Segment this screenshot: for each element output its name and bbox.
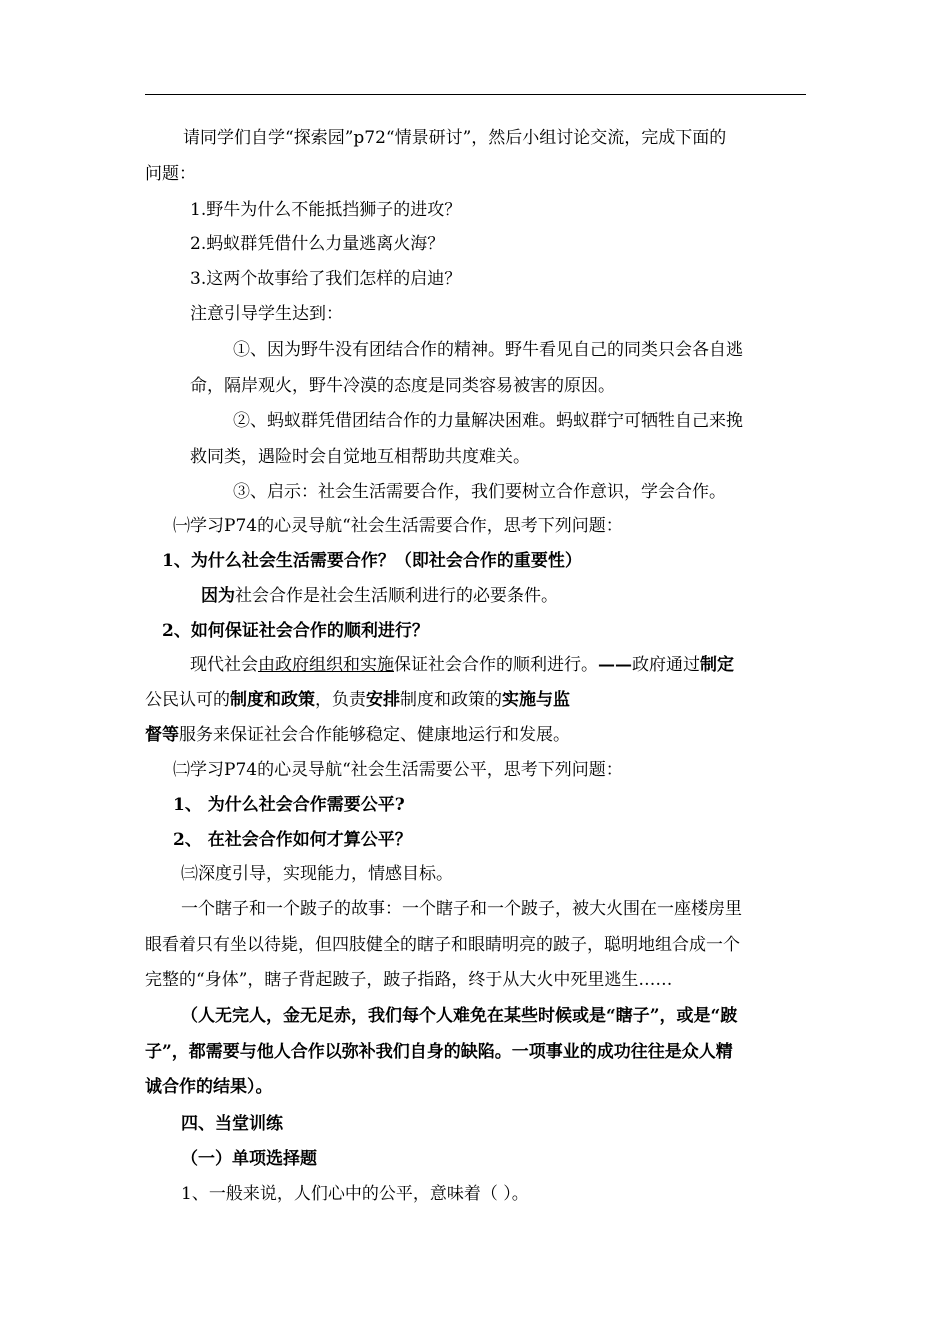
point-3: ③、启示：社会生活需要合作，我们要树立合作意识，学会合作。 (233, 482, 726, 502)
point-2-line-1: ②、蚂蚁群凭借团结合作的力量解决困难。蚂蚁群宁可牺牲自己来挽 (233, 411, 743, 431)
answer-2-seg: 保证社会合作的顺利进行。 (394, 655, 598, 675)
section-2-question-1: 1、 为什么社会合作需要公平? (173, 795, 405, 815)
story-line-2: 眼看着只有坐以待毙，但四肢健全的瞎子和眼睛明亮的跛子，聪明地组合成一个 (145, 935, 740, 955)
header-rule (145, 94, 806, 95)
story-line-3: 完整的“身体”，瞎子背起跛子，跛子指路，终于从大火中死里逃生…… (145, 970, 673, 990)
answer-2-seg: 公民认可的 (145, 690, 230, 710)
section-1-question-2: 2、如何保证社会合作的顺利进行？ (162, 621, 429, 641)
section-2-title: ㈡学习P74的心灵导航“社会生活需要公平，思考下列问题： (173, 760, 623, 780)
answer-2-line-2 (145, 689, 570, 711)
answer-2-bold: 制度和政策 (230, 690, 315, 710)
answer-2-seg: 服务来保证社会合作能够稳定、健康地运行和发展。 (179, 725, 570, 745)
answer-2-bold: 督等 (145, 725, 179, 745)
moral-line-1: （人无完人，金无足赤，我们每个人难免在某些时候或是“瞎子”，或是“跛 (181, 1006, 738, 1026)
answer-1-text: 社会合作是社会生活顺利进行的必要条件。 (235, 586, 558, 606)
question-2: 2.蚂蚁群凭借什么力量逃离火海？ (190, 234, 445, 254)
section-4-title: 四、当堂训练 (181, 1114, 283, 1134)
section-2-question-2: 2、 在社会合作如何才算公平？ (173, 830, 412, 850)
answer-2-bold: 实施与监 (502, 690, 570, 710)
answer-2-seg: 制度和政策的 (400, 690, 502, 710)
answer-2-line-3 (145, 724, 570, 746)
section-3-title: ㈢深度引导，实现能力，情感目标。 (181, 864, 453, 884)
question-1: 1.野牛为什么不能抵挡狮子的进攻？ (190, 200, 462, 220)
section-1-answer-1 (201, 585, 558, 607)
intro-line-1: 请同学们自学“探索园”p72“情景研讨”，然后小组讨论交流，完成下面的 (183, 128, 727, 148)
answer-2-bold: 制定 (700, 655, 734, 675)
answer-2-bold: 安排 (366, 690, 400, 710)
section-1-question-1: 1、为什么社会生活需要合作？（即社会合作的重要性） (162, 551, 582, 571)
moral-line-3: 诚合作的结果）。 (145, 1077, 273, 1097)
answer-2-underlined: 由政府组织和实施 (258, 655, 394, 675)
point-2-line-2: 救同类，遇险时会自觉地互相帮助共度难关。 (190, 447, 530, 467)
answer-2-line-1 (190, 654, 734, 676)
answer-1-bold: 因为 (201, 586, 235, 606)
story-line-1: 一个瞎子和一个跛子的故事：一个瞎子和一个跛子，被大火围在一座楼房里 (181, 899, 742, 919)
answer-2-dash: —— (598, 655, 632, 675)
point-1-line-1: ①、因为野牛没有团结合作的精神。野牛看见自己的同类只会各自逃 (233, 340, 743, 360)
moral-line-2: 子”，都需要与他人合作以弥补我们自身的缺陷。一项事业的成功往往是众人精 (145, 1042, 733, 1062)
question-3: 3.这两个故事给了我们怎样的启迪？ (190, 269, 462, 289)
guide-note: 注意引导学生达到： (190, 304, 343, 324)
section-4-subtitle: （一）单项选择题 (181, 1149, 317, 1169)
section-4-question-1: 1、一般来说，人们心中的公平，意味着（ ）。 (181, 1184, 529, 1204)
section-1-title: ㈠学习P74的心灵导航“社会生活需要合作，思考下列问题： (173, 516, 623, 536)
point-1-line-2: 命，隔岸观火，野牛冷漠的态度是同类容易被害的原因。 (190, 376, 615, 396)
answer-2-seg: 现代社会 (190, 655, 258, 675)
answer-2-seg: 政府通过 (632, 655, 700, 675)
answer-2-seg: ，负责 (315, 690, 366, 710)
intro-line-2: 问题： (145, 164, 196, 184)
